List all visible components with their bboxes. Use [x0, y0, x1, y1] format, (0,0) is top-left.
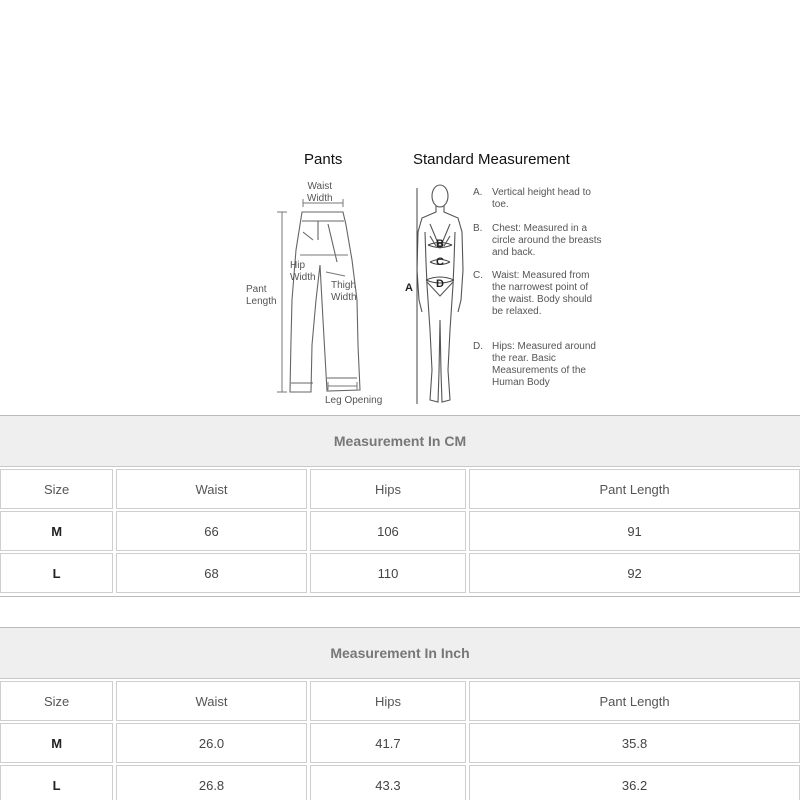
marker-a: A [405, 282, 413, 294]
table-row [0, 553, 800, 593]
marker-d: D [436, 278, 444, 290]
cell-hips: 41.7 [310, 723, 466, 763]
note-a-text: Vertical height head to toe. [492, 187, 591, 210]
inch-size-table [0, 679, 800, 800]
cell-size: L [0, 553, 113, 593]
pants-title: Pants [304, 151, 343, 168]
leg-opening-label: Leg Opening [325, 395, 383, 406]
table-header-row [0, 469, 800, 509]
note-d-letter: D. [473, 341, 483, 352]
header-size: Size [0, 681, 113, 721]
thigh-width-label: Thigh Width [331, 280, 357, 303]
cell-size: L [0, 765, 113, 800]
header-waist: Waist [116, 469, 306, 509]
note-a [473, 187, 603, 217]
header-waist: Waist [116, 681, 306, 721]
note-b [473, 223, 603, 263]
cell-pant-length: 91 [469, 511, 800, 551]
cm-table-block [0, 415, 800, 597]
note-c [473, 270, 603, 334]
table-row [0, 723, 800, 763]
table-row [0, 765, 800, 800]
note-d-text: Hips: Measured around the rear. Basic Measurements of the Human Body [492, 341, 596, 388]
marker-b: B [436, 238, 444, 250]
table-bottom-rule [0, 596, 800, 597]
header-pant-length: Pant Length [469, 681, 800, 721]
inch-table-block [0, 627, 800, 800]
header-hips: Hips [310, 469, 466, 509]
note-b-letter: B. [473, 223, 483, 234]
header-hips: Hips [310, 681, 466, 721]
inch-table-title: Measurement In Inch [0, 627, 800, 679]
table-row [0, 511, 800, 551]
note-c-text: Waist: Measured from the narrowest point of the waist. Body should be relaxed. [492, 270, 593, 317]
standard-measurement-title: Standard Measurement [413, 151, 570, 168]
note-c-letter: C. [473, 270, 483, 281]
cm-size-table [0, 467, 800, 595]
cell-pant-length: 92 [469, 553, 800, 593]
body-outline [417, 185, 463, 402]
cell-waist: 68 [116, 553, 306, 593]
cm-table-title: Measurement In CM [0, 415, 800, 467]
waist-width-label: Waist Width [307, 181, 333, 204]
cell-hips: 110 [310, 553, 466, 593]
hip-width-label: Hip Width [290, 260, 316, 283]
note-b-text: Chest: Measured in a circle around the breasts and back. [492, 223, 602, 258]
note-a-letter: A. [473, 187, 483, 198]
cell-waist: 66 [116, 511, 306, 551]
table-header-row [0, 681, 800, 721]
pant-length-label: Pant Length [246, 284, 277, 307]
header-size: Size [0, 469, 113, 509]
cell-hips: 106 [310, 511, 466, 551]
header-pant-length: Pant Length [469, 469, 800, 509]
marker-c: C [436, 256, 444, 268]
cell-pant-length: 35.8 [469, 723, 800, 763]
cell-hips: 43.3 [310, 765, 466, 800]
note-d [473, 341, 603, 391]
cell-waist: 26.8 [116, 765, 306, 800]
cell-size: M [0, 723, 113, 763]
cell-size: M [0, 511, 113, 551]
cell-waist: 26.0 [116, 723, 306, 763]
cell-pant-length: 36.2 [469, 765, 800, 800]
